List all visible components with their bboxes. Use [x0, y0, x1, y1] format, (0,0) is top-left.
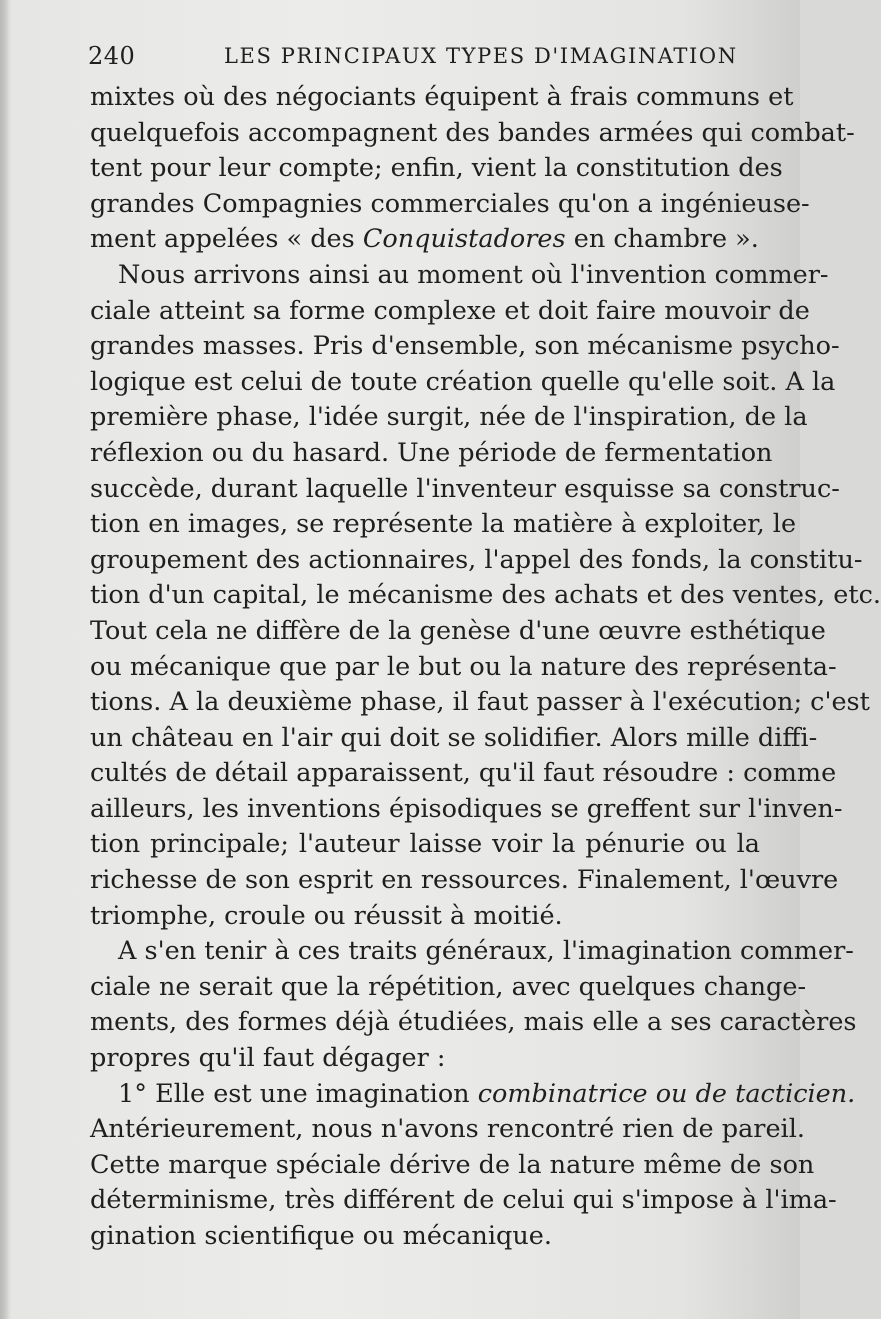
text-line: groupement des actionnaires, l'appel des fonds, la constitu-: [90, 544, 863, 575]
text-line: succède, durant laquelle l'inventeur esquisse sa construc-: [90, 473, 840, 504]
text-line: gination scientifique ou mécanique.: [90, 1221, 552, 1251]
text-line: grandes Compagnies commerciales qu'on a ingénieuse-: [90, 188, 810, 219]
italic-term: combinatrice ou de tacticien.: [477, 1078, 856, 1109]
text-line: Antérieurement, nous n'avons rencontré rien de pareil.: [90, 1114, 805, 1145]
text-line: ou mécanique que par le but ou la nature des représenta-: [90, 651, 837, 682]
text-line: un château en l'air qui doit se solidifier. Alors mille diffi-: [90, 722, 818, 753]
text-line: première phase, l'idée surgit, née de l'inspiration, de la: [90, 402, 808, 433]
text-line: cultés de détail apparaissent, qu'il faut résoudre : comme: [90, 758, 837, 789]
text-line: tion principale; l'auteur laisse voir la pénurie ou la: [90, 829, 760, 860]
text-line: déterminisme, très différent de celui qui s'impose à l'ima-: [90, 1185, 837, 1216]
text-line: tent pour leur compte; enfin, vient la constitution des: [90, 153, 783, 184]
paragraph-start-line: Nous arrivons ainsi au moment où l'invention commer-: [118, 259, 829, 290]
text-line: ailleurs, les inventions épisodiques se greffent sur l'inven-: [90, 793, 843, 824]
text-line: Cette marque spéciale dérive de la nature même de son: [90, 1149, 815, 1180]
text-line: [90, 222, 760, 258]
text-line: ments, des formes déjà étudiées, mais elle a ses caractères: [90, 1007, 857, 1038]
running-head: [88, 42, 760, 76]
text-line: tion en images, se représente la matière à exploiter, le: [90, 509, 797, 540]
text-segment: ment appelées « des: [90, 224, 363, 255]
text-line: triomphe, croule ou réussit à moitié.: [90, 900, 563, 931]
text-line: réflexion ou du hasard. Une période de fermentation: [90, 437, 773, 468]
italic-term: Conquistadores: [362, 224, 566, 255]
paragraph-start-line: [90, 1077, 856, 1113]
running-title: LES PRINCIPAUX TYPES D'IMAGINATION: [224, 44, 738, 68]
text-line: quelquefois accompagnent des bandes armées qui combat-: [90, 117, 855, 148]
binding-shadow: [0, 0, 10, 1319]
text-line: ciale atteint sa forme complexe et doit faire mouvoir de: [90, 295, 810, 326]
text-line: grandes masses. Pris d'ensemble, son mécanisme psycho-: [90, 331, 840, 362]
text-line: tions. A la deuxième phase, il faut passer à l'exécution; c'est: [90, 687, 870, 718]
body-text: [90, 80, 881, 1255]
text-line: tion d'un capital, le mécanisme des achats et des ventes, etc.: [90, 580, 881, 611]
text-segment: 1° Elle est une imagination: [118, 1078, 478, 1109]
page-number: 240: [88, 42, 136, 70]
text-line: mixtes où des négociants équipent à frais communs et: [90, 82, 794, 112]
text-line: propres qu'il faut dégager :: [90, 1043, 446, 1074]
text-line: ciale ne serait que la répétition, avec quelques change-: [90, 971, 807, 1002]
text-segment: en chambre ».: [565, 224, 759, 255]
text-line: logique est celui de toute création quelle qu'elle soit. A la: [90, 366, 836, 397]
text-line: Tout cela ne diffère de la genèse d'une œuvre esthétique: [90, 615, 826, 646]
paragraph-start-line: A s'en tenir à ces traits généraux, l'imagination commer-: [118, 936, 854, 967]
text-line: richesse de son esprit en ressources. Finalement, l'œuvre: [90, 865, 839, 896]
